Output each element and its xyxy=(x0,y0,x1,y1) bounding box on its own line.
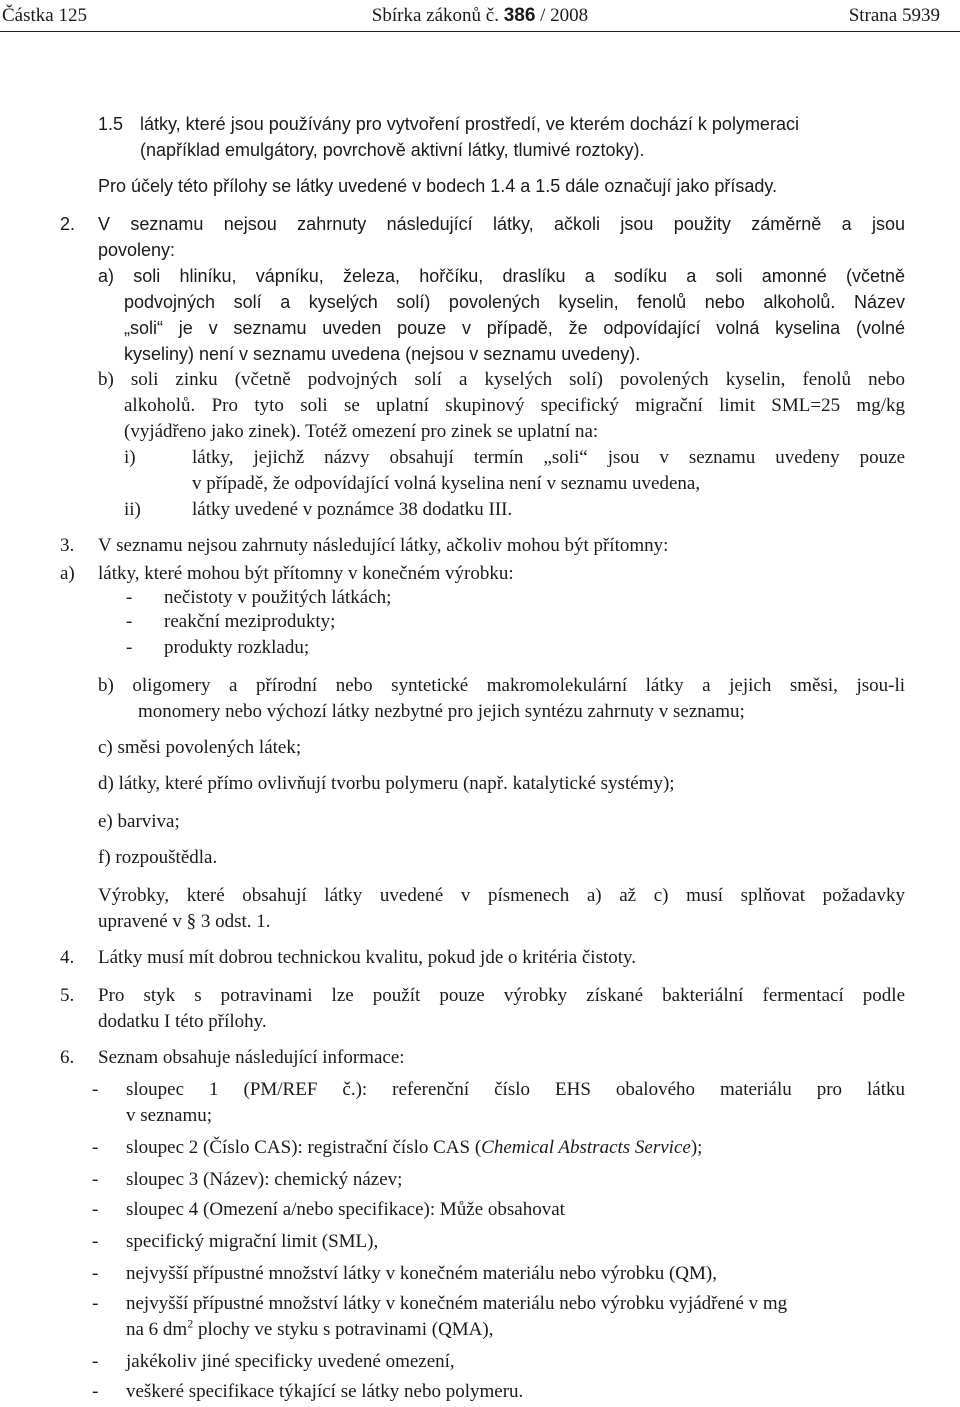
superscript-2: 2 xyxy=(187,1316,194,1331)
dash: - xyxy=(92,1079,99,1100)
section-6-item9: veškeré specifikace týkající se látky nebo polymeru. xyxy=(126,1381,524,1402)
section-3-d-text: d) látky, které přímo ovlivňují tvorbu polymeru (např. katalytické systémy); xyxy=(98,773,675,794)
section-2-b-line1: b) soli zinku (včetně podvojných solí a kyselých solí) povolených kyselin, fenolů nebo xyxy=(98,369,905,390)
section-2-a-line2: podvojných solí a kyselých solí) povolených kyselin, fenolů nebo alkoholů. Název xyxy=(124,292,905,312)
dash: - xyxy=(92,1199,99,1220)
section-2-a-line4: kyseliny) není v seznamu uvedena (nejsou v seznamu uvedeny). xyxy=(124,344,641,364)
dash: - xyxy=(126,587,133,608)
cas-full-name: Chemical Abstracts Service xyxy=(481,1137,691,1158)
section-2-i-marker: i) xyxy=(124,447,136,468)
section-5-line2: dodatku I této přílohy. xyxy=(98,1011,267,1032)
section-6-item7-line2: na 6 $dm^2$ plochy ve styku s potravinami (QMA), xyxy=(126,1316,494,1340)
section-3-c-text: c) směsi povolených látek; xyxy=(98,737,302,758)
section-3-note-line2: upravené v § 3 odst. 1. xyxy=(98,911,271,932)
section-3-e-text: e) barviva; xyxy=(98,811,180,832)
dash: - xyxy=(92,1169,99,1190)
dash: - xyxy=(92,1263,99,1284)
section-2-line2: povoleny: xyxy=(98,240,176,260)
purpose-sentence: Pro účely této přílohy se látky uvedené v bodech 1.4 a 1.5 dále označují jako přísady. xyxy=(98,176,778,196)
section-6-item1-line1: sloupec 1 (PM/REF č.): referenční číslo EHS obalového materiálu pro látku xyxy=(126,1079,905,1100)
section-6-intro: Seznam obsahuje následující informace: xyxy=(98,1047,405,1068)
section-2-b-line3: (vyjádřeno jako zinek). Totéž omezení pro zinek se uplatní na: xyxy=(124,421,599,442)
section-6-item4: sloupec 4 (Omezení a/nebo specifikace): Může obsahovat xyxy=(126,1199,565,1220)
section-6-item5: specifický migrační limit (SML), xyxy=(126,1231,379,1252)
section-6-item3: sloupec 3 (Název): chemický název; xyxy=(126,1169,403,1190)
section-2-marker: 2. xyxy=(60,214,76,234)
dash: - xyxy=(92,1381,99,1402)
header-rule xyxy=(0,31,960,32)
section-3-a-marker: a) xyxy=(60,563,75,584)
section-6-item8: jakékoliv jiné specificky uvedené omezení, xyxy=(126,1351,455,1372)
section-2-a-line1: a) soli hliníku, vápníku, železa, hořčíku, draslíku a sodíku a soli amonné (včetně xyxy=(98,266,905,286)
section-3-a-text: látky, které mohou být přítomny v konečném výrobku: xyxy=(98,563,514,584)
header-issue: Částka 125 xyxy=(2,5,87,26)
section-6-item7-line1: nejvyšší přípustné množství látky v konečném materiálu nebo výrobku vyjádřené v mg xyxy=(126,1293,788,1314)
section-2-a-line3: „soli“ je v seznamu uveden pouze v případě, že odpovídající volná kyselina (volné xyxy=(124,318,905,338)
section-6-item6: nejvyšší přípustné množství látky v konečném materiálu nebo výrobku (QM), xyxy=(126,1263,717,1284)
list-item: produkty rozkladu; xyxy=(164,637,310,658)
section-6-item2: sloupec 2 (Číslo CAS): registrační číslo CAS (Chemical Abstracts Service); xyxy=(126,1137,703,1158)
section-3-f-text: f) rozpouštědla. xyxy=(98,847,218,868)
section-2-b-line2: alkoholů. Pro tyto soli se uplatní skupinový specifický migrační limit SML=25 mg/kg xyxy=(124,395,905,416)
list-item: nečistoty v použitých látkách; xyxy=(164,587,392,608)
section-5-marker: 5. xyxy=(60,985,75,1006)
header-collection: Sbírka zákonů č. 386 / 2008 xyxy=(371,5,589,26)
dash: - xyxy=(126,637,133,658)
section-2-ii-marker: ii) xyxy=(124,499,141,520)
section-3-note-line1: Výrobky, které obsahují látky uvedené v písmenech a) až c) musí splňovat požadavky xyxy=(98,885,905,906)
section-2-i-line1: látky, jejichž názvy obsahují termín „soli“ jsou v seznamu uvedeny pouze xyxy=(192,447,905,468)
section-2-i-line2: v případě, že odpovídající volná kyselina není v seznamu uvedena, xyxy=(192,473,701,494)
dash: - xyxy=(126,611,133,632)
section-3-b-line1: b) oligomery a přírodní nebo syntetické makromolekulární látky a jejich směsi, jsou-li xyxy=(98,675,905,696)
dash: - xyxy=(92,1137,99,1158)
section-3-marker: 3. xyxy=(60,535,75,556)
header-law-number: 386 xyxy=(503,5,536,26)
section-3-b-line2: monomery nebo výchozí látky nezbytné pro jejich syntézu zahrnuty v seznamu; xyxy=(138,701,745,722)
section-6-item1-line2: v seznamu; xyxy=(126,1105,213,1126)
section-6-marker: 6. xyxy=(60,1047,75,1068)
header-page-number: Strana 5939 xyxy=(848,5,940,26)
dash: - xyxy=(92,1351,99,1372)
item-1-5-marker: 1.5 xyxy=(98,114,124,134)
item-1-5-line2: (například emulgátory, povrchově aktivní látky, tlumivé roztoky). xyxy=(140,140,645,160)
dash: - xyxy=(92,1293,99,1314)
section-2-line1: V seznamu nejsou zahrnuty následující látky, ačkoli jsou použity záměrně a jsou xyxy=(98,214,905,234)
list-item: reakční meziprodukty; xyxy=(164,611,336,632)
page-header xyxy=(0,3,960,31)
dash: - xyxy=(92,1231,99,1252)
section-5-line1: Pro styk s potravinami lze použít pouze výrobky získané bakteriální fermentací podle xyxy=(98,985,905,1006)
item-1-5-line1: látky, které jsou používány pro vytvoření prostředí, ve kterém dochází k polymeraci xyxy=(140,114,799,134)
section-4-text: Látky musí mít dobrou technickou kvalitu, pokud jde o kritéria čistoty. xyxy=(98,947,637,968)
section-2-ii-line1: látky uvedené v poznámce 38 dodatku III. xyxy=(192,499,513,520)
section-4-marker: 4. xyxy=(60,947,75,968)
section-3-intro: V seznamu nejsou zahrnuty následující látky, ačkoliv mohou být přítomny: xyxy=(98,535,669,556)
